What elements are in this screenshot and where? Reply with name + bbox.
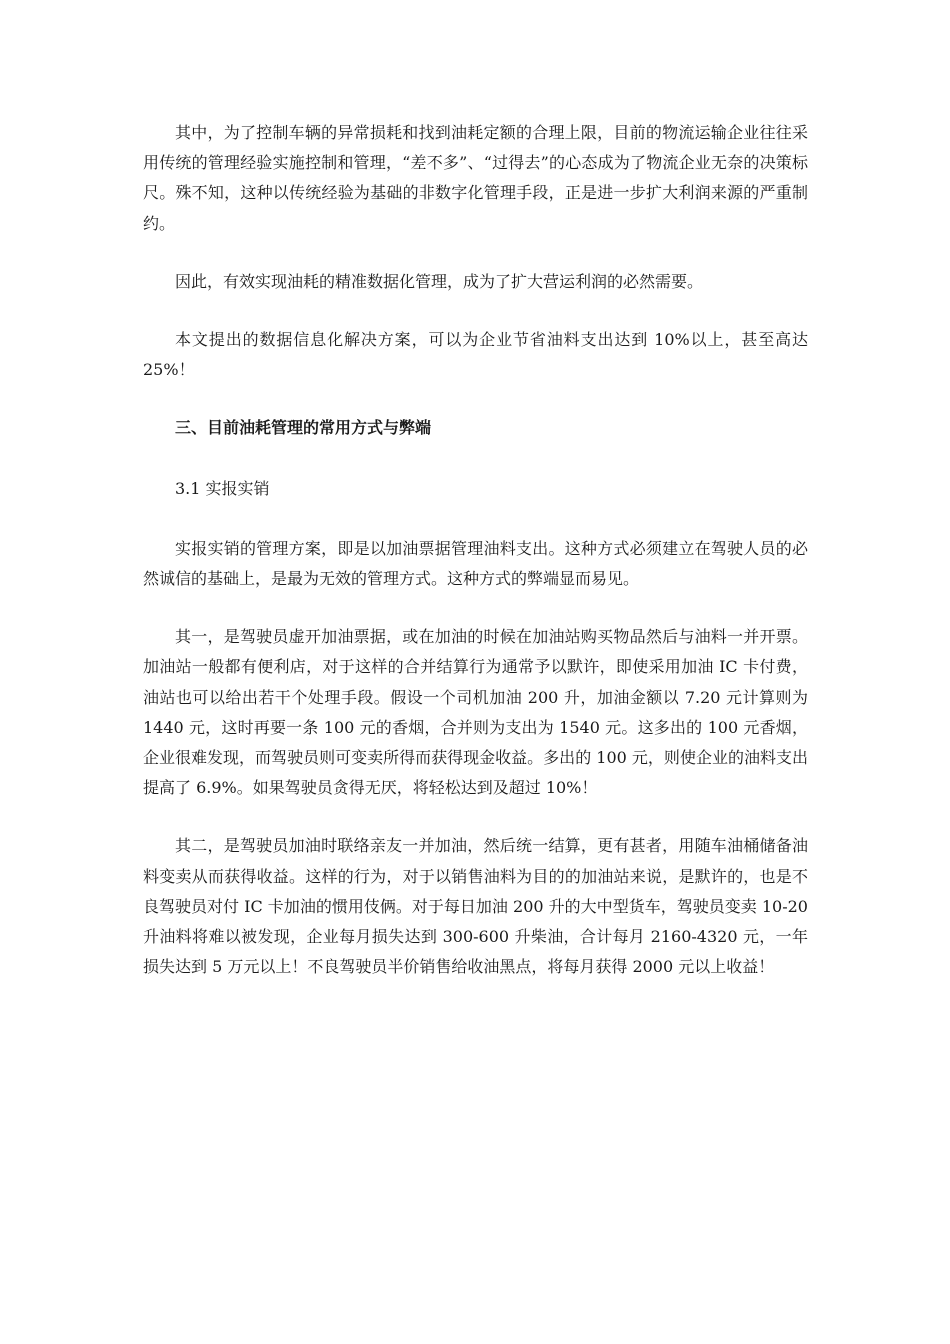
paragraph-reimbursement-method: 实报实销的管理方案，即是以加油票据管理油料支出。这种方式必须建立在驾驶人员的必然诚信的基础上，是最为无效的管理方式。这种方式的弊端显而易见。 xyxy=(143,538,808,589)
section-heading: 三、目前油耗管理的常用方式与弊端 xyxy=(175,418,432,438)
paragraph-precise-data-management: 因此，有效实现油耗的精准数据化管理，成为了扩大营运利润的必然需要。 xyxy=(175,271,704,291)
paragraph-fuel-management-background: 其中，为了控制车辆的异常损耗和找到油耗定额的合理上限，目前的物流运输企业往往采用传统的管理经验实施控制和管理，“差不多”、“过得去”的心态成为了物流企业无奈的决策标尺。殊不知，这种以传统经验为基础的非数字化管理手段，正是进一步扩大利润来源的严重制约。 xyxy=(143,123,808,233)
subsection-heading: 3.1 实报实销 xyxy=(175,478,270,498)
document-body xyxy=(143,118,808,1010)
paragraph-first-abuse: 其一，是驾驶员虚开加油票据，或在加油的时候在加油站购买物品然后与油料一并开票。加油站一般都有便利店，对于这样的合并结算行为通常予以默许，即使采用加油 IC 卡付费，油站也可以给出若干个处理手段。假设一个司机加油 200 升，加油金额以 7.20 元计算则为 1440 元，这时再要一条 100 元的香烟，合并则为支出为 1540 元。这多出的 100 元香烟，企业很难发现，而驾驶员则可变卖所得而获得现金收益。多出的 100 元，则使企业的油料支出提高了 6.9%。如果驾驶员贪得无厌，将轻松达到及超过 10%！ xyxy=(143,627,808,798)
paragraph-second-abuse: 其二，是驾驶员加油时联络亲友一并加油，然后统一结算，更有甚者，用随车油桶储备油料变卖从而获得收益。这样的行为，对于以销售油料为目的的加油站来说，是默许的，也是不良驾驶员对付 IC 卡加油的惯用伎俩。对于每日加油 200 升的大中型货车，驾驶员变卖 10-20 升油料将难以被发现，企业每月损失达到 300-600 升柴油，合计每月 2160-4320 元，一年损失达到 5 万元以上！不良驾驶员半价销售给收油黑点，将每月获得 2000 元以上收益！ xyxy=(143,836,808,977)
paragraph-savings-claim: 本文提出的数据信息化解决方案，可以为企业节省油料支出达到 10%以上，甚至高达 25%！ xyxy=(143,330,808,380)
